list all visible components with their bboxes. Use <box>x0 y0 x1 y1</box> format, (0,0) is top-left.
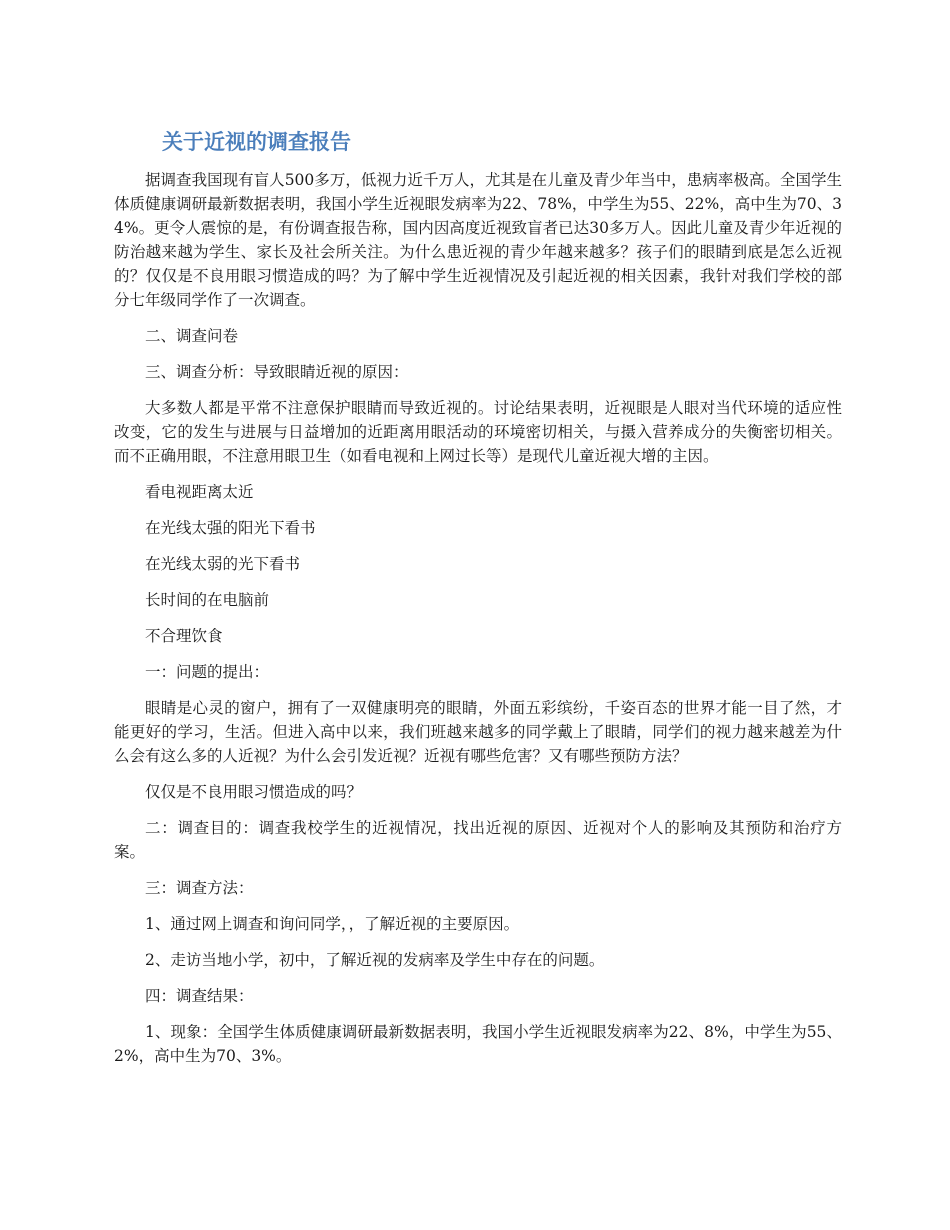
method-item: 1、通过网上调查和询问同学，，了解近视的主要原因。 <box>145 915 520 933</box>
cause-item: 在光线太弱的光下看书 <box>145 555 301 573</box>
paragraph-analysis: 大多数人都是平常不注意保护眼睛而导致近视的。讨论结果表明，近视眼是人眼对当代环境的适应性改变，它的发生与进展与日益增加的近距离用眼活动的环境密切相关，与摄入营养成分的失衡密切相关。而不正确用眼，不注意用眼卫生（如看电视和上网过长等）是现代儿童近视大增的主因。 <box>114 399 842 465</box>
section-heading-questionnaire: 二、调查问卷 <box>145 327 239 345</box>
cause-item: 长时间的在电脑前 <box>145 591 270 609</box>
cause-item: 不合理饮食 <box>145 627 223 645</box>
result-item: 1、现象：全国学生体质健康调研最新数据表明，我国小学生近视眼发病率为22、8%，中学生为55、2%，高中生为70、3%。 <box>114 1023 842 1065</box>
section-heading-problem: 一：问题的提出： <box>145 663 270 681</box>
section-heading-results: 四：调查结果： <box>145 987 254 1005</box>
method-item: 2、走访当地小学，初中，了解近视的发病率及学生中存在的问题。 <box>145 951 605 969</box>
paragraph-purpose: 二：调查目的：调查我校学生的近视情况，找出近视的原因、近视对个人的影响及其预防和治疗方案。 <box>114 819 842 861</box>
paragraph-intro: 据调查我国现有盲人500多万，低视力近千万人，尤其是在儿童及青少年当中，患病率极高。全国学生体质健康调研最新数据表明，我国小学生近视眼发病率为22、78%，中学生为55、22%，高中生为70、34%。更令人震惊的是，有份调查报告称，国内因高度近视致盲者已达30多万人。因此儿童及青少年近视的防治越来越为学生、家长及社会所关注。为什么患近视的青少年越来越多？孩子们的眼睛到底是怎么近视的？仅仅是不良用眼习惯造成的吗？为了解中学生近视情况及引起近视的相关因素，我针对我们学校的部分七年级同学作了一次调查。 <box>114 171 842 309</box>
cause-item: 看电视距离太近 <box>145 483 254 501</box>
section-heading-analysis: 三、调查分析：导致眼睛近视的原因： <box>145 363 409 381</box>
section-heading-method: 三：调查方法： <box>145 879 254 897</box>
paragraph-question: 仅仅是不良用眼习惯造成的吗？ <box>145 783 363 801</box>
document-title: 关于近视的调查报告 <box>162 130 351 154</box>
paragraph-problem: 眼睛是心灵的窗户，拥有了一双健康明亮的眼睛，外面五彩缤纷，千姿百态的世界才能一目了然，才能更好的学习，生活。但进入高中以来，我们班越来越多的同学戴上了眼睛，同学们的视力越来越差为什么会有这么多的人近视？为什么会引发近视？近视有哪些危害？又有哪些预防方法？ <box>114 699 842 765</box>
cause-item: 在光线太强的阳光下看书 <box>145 519 316 537</box>
document-body <box>114 168 842 1080</box>
